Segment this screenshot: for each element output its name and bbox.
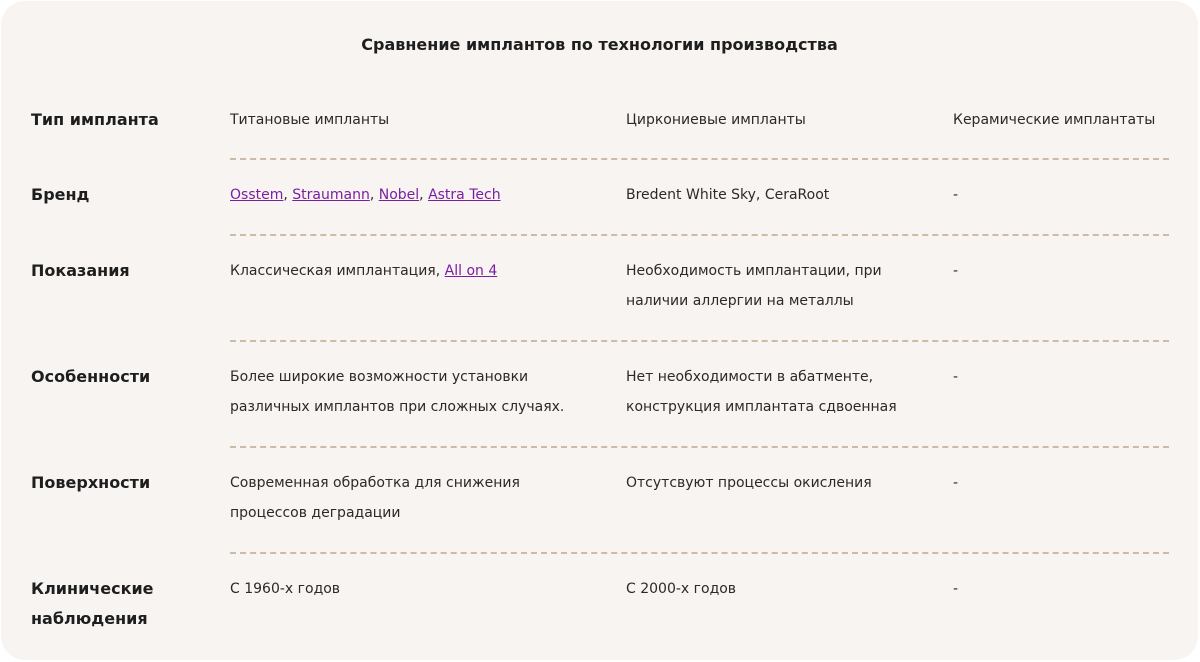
cell-zirconium: Необходимость имплантации, при наличии аллергии на металлы xyxy=(626,263,882,309)
cell-ceramic: - xyxy=(953,475,959,491)
comma: , xyxy=(283,187,293,203)
comparison-card xyxy=(1,1,1198,660)
cell-zirconium: Отсутсвуют процессы окисления xyxy=(626,475,872,491)
row-label: Тип импланта xyxy=(31,110,159,129)
table-title: Сравнение имплантов по технологии производства xyxy=(361,35,838,54)
cell-titanium xyxy=(230,180,610,210)
cell-zirconium: Bredent White Sky, CeraRoot xyxy=(626,187,830,203)
link-nobel[interactable]: Nobel xyxy=(378,187,420,203)
link-osstem[interactable]: Osstem xyxy=(230,187,284,203)
cell-ceramic: - xyxy=(953,263,959,279)
row-label: Клинические наблюдения xyxy=(31,579,154,628)
cell-ceramic: - xyxy=(953,581,959,597)
row-separator xyxy=(230,340,1169,342)
row-label: Показания xyxy=(31,261,130,280)
link-straumann[interactable]: Straumann xyxy=(292,187,370,203)
cell-titanium: Титановые импланты xyxy=(230,112,390,128)
cell-titanium: С 1960-х годов xyxy=(230,581,341,597)
row-label: Поверхности xyxy=(31,473,151,492)
cell-ceramic: - xyxy=(953,187,959,203)
cell-ceramic: - xyxy=(953,369,959,385)
row-separator xyxy=(230,158,1169,160)
row-separator xyxy=(230,446,1169,448)
cell-zirconium: Циркониевые импланты xyxy=(626,112,806,128)
row-label: Особенности xyxy=(31,367,151,386)
cell-titanium: Более широкие возможности установки различных имплантов при сложных случаях. xyxy=(230,369,565,415)
cell-titanium xyxy=(230,256,610,286)
cell-titanium: Современная обработка для снижения процессов деградации xyxy=(230,475,520,521)
cell-zirconium: С 2000-х годов xyxy=(626,581,737,597)
row-separator xyxy=(230,234,1169,236)
cell-text: Классическая имплантация, xyxy=(230,263,445,279)
link-all-on-4[interactable]: All on 4 xyxy=(444,263,498,279)
comma: , xyxy=(369,187,379,203)
link-astra-tech[interactable]: Astra Tech xyxy=(428,187,501,203)
row-separator xyxy=(230,552,1169,554)
cell-ceramic: Керамические имплантаты xyxy=(953,112,1156,128)
comma: , xyxy=(419,187,429,203)
row-label: Бренд xyxy=(31,185,90,204)
cell-zirconium: Нет необходимости в абатменте, конструкция имплантата сдвоенная xyxy=(626,369,897,415)
